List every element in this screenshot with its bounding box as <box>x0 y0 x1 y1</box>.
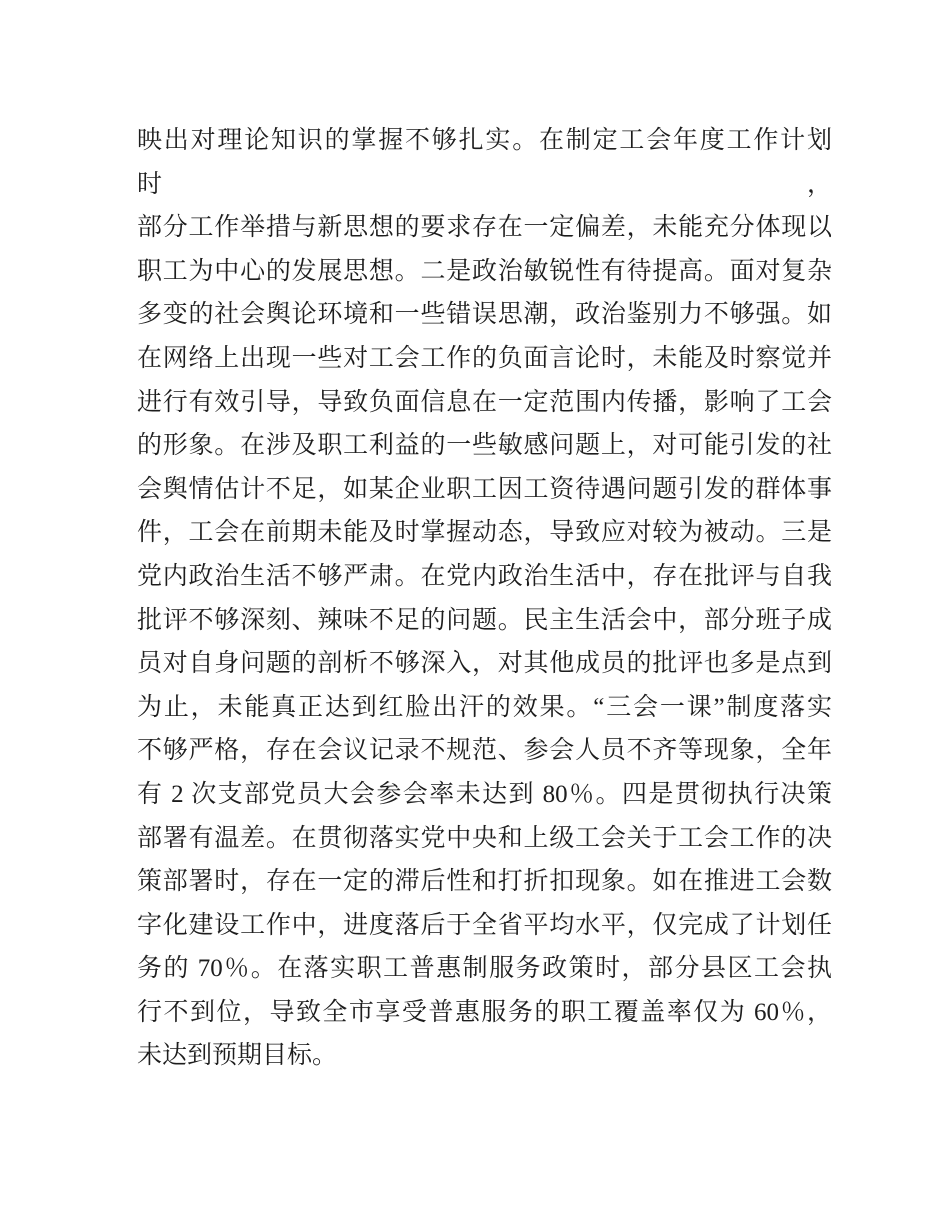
text-line: 有 2 次支部党员大会参会率未达到 80％。四是贯彻执行决策 <box>137 780 832 808</box>
text-line: 党内政治生活不够严肃。在党内政治生活中，存在批评与自我 <box>137 562 832 590</box>
text-line: 批评不够深刻、辣味不足的问题。民主生活会中，部分班子成 <box>137 606 832 634</box>
text-line: 部署有温差。在贯彻落实党中央和上级工会关于工会工作的决 <box>137 824 832 852</box>
text-line: 字化建设工作中，进度落后于全省平均水平，仅完成了计划任 <box>137 911 832 939</box>
text-line: 映出对理论知识的掌握不够扎实。在制定工会年度工作计划时， <box>137 127 832 198</box>
text-line: 职工为中心的发展思想。二是政治敏锐性有待提高。面对复杂 <box>137 257 832 285</box>
text-line: 进行有效引导，导致负面信息在一定范围内传播，影响了工会 <box>137 388 832 416</box>
text-line: 多变的社会舆论环境和一些错误思潮，政治鉴别力不够强。如 <box>137 301 832 329</box>
text-line: 部分工作举措与新思想的要求存在一定偏差，未能充分体现以 <box>137 214 832 242</box>
paragraph-text-block <box>137 119 832 1078</box>
text-line: 会舆情估计不足，如某企业职工因工资待遇问题引发的群体事 <box>137 475 832 503</box>
text-line: 不够严格，存在会议记录不规范、参会人员不齐等现象，全年 <box>137 737 832 765</box>
text-line: 件，工会在前期未能及时掌握动态，导致应对较为被动。三是 <box>137 519 832 547</box>
text-line: 为止，未能真正达到红脸出汗的效果。“三会一课”制度落实 <box>137 693 832 721</box>
text-line: 的形象。在涉及职工利益的一些敏感问题上，对可能引发的社 <box>137 432 832 460</box>
text-line: 未达到预期目标。 <box>137 1042 338 1070</box>
text-line: 员对自身问题的剖析不够深入，对其他成员的批评也多是点到 <box>137 650 832 678</box>
text-line: 策部署时，存在一定的滞后性和打折扣现象。如在推进工会数 <box>137 868 832 896</box>
text-line: 在网络上出现一些对工会工作的负面言论时，未能及时察觉并 <box>137 344 832 372</box>
text-line: 务的 70％。在落实职工普惠制服务政策时，部分县区工会执 <box>137 955 832 983</box>
text-line: 行不到位，导致全市享受普惠服务的职工覆盖率仅为 60％， <box>137 998 832 1026</box>
